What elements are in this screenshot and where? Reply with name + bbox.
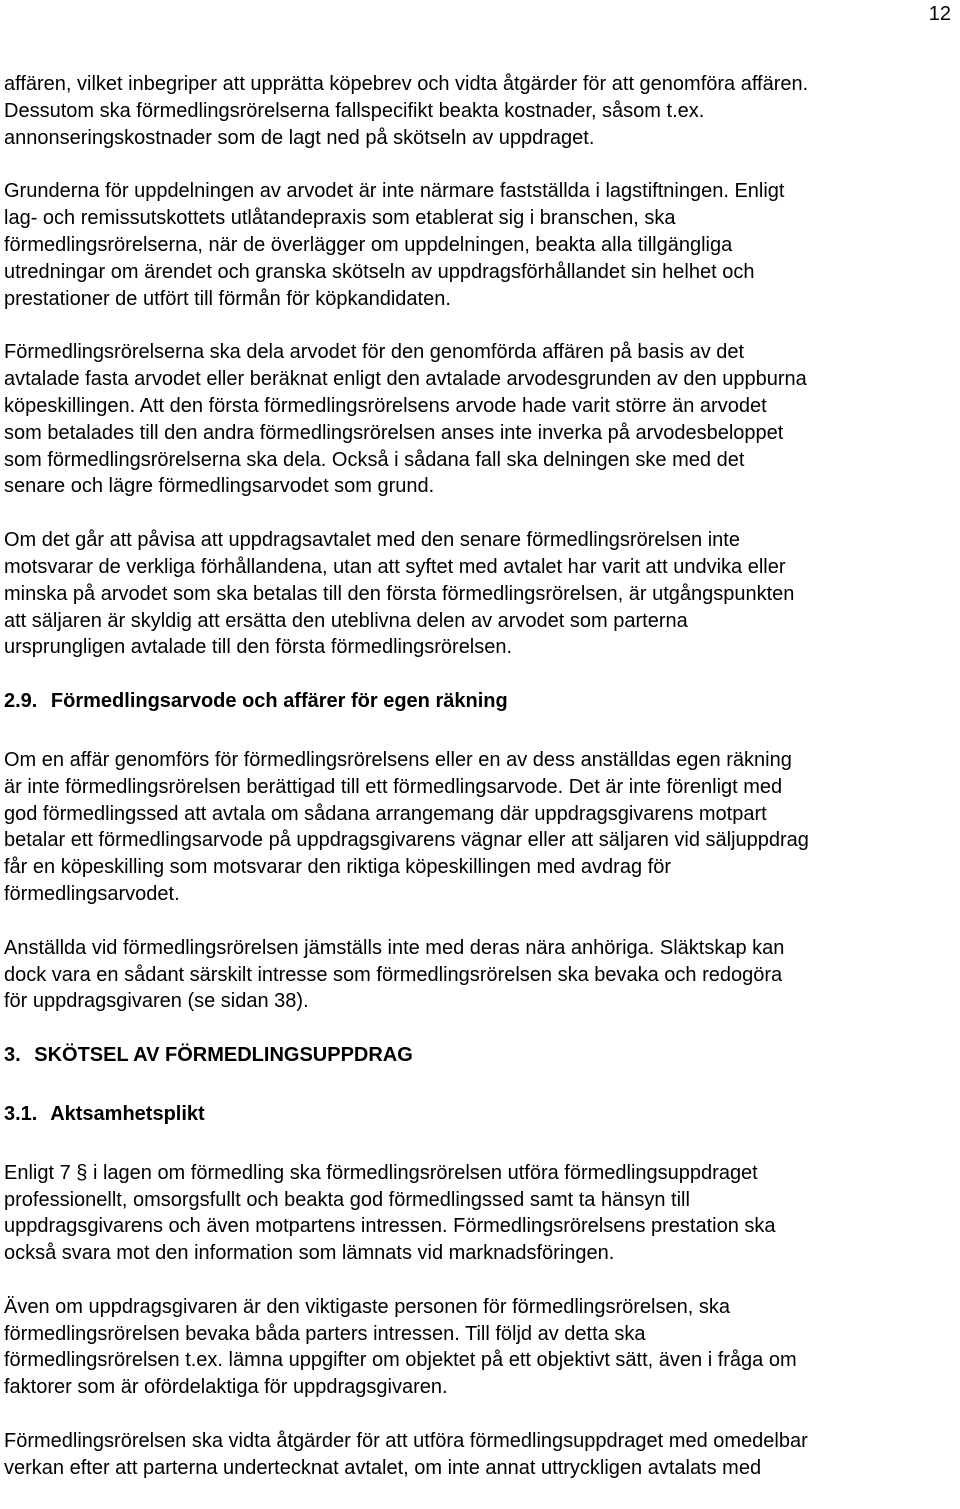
text-line: som förmedlingsrörelserna ska dela. Också i sådana fall ska delningen ske med det bbox=[4, 448, 745, 471]
text-line: uppdragsgivarens och även motpartens intressen. Förmedlingsrörelsens prestation ska bbox=[4, 1215, 776, 1238]
paragraph bbox=[4, 1428, 960, 1482]
text-line: är inte förmedlingsrörelsen berättigad till ett förmedlingsarvode. Det är inte förenligt med bbox=[4, 775, 783, 798]
text-line: Enligt 7 § i lagen om förmedling ska förmedlingsrörelsen utföra förmedlingsuppdraget bbox=[4, 1161, 758, 1184]
section-3-1 bbox=[4, 1160, 960, 1482]
text-line: betalar ett förmedlingsarvode på uppdragsgivarens vägnar eller att säljaren vid säljuppdrag bbox=[4, 829, 809, 852]
heading-title: SKÖTSEL AV FÖRMEDLINGSUPPDRAG bbox=[34, 1044, 413, 1067]
text-line: att säljaren är skyldig att ersätta den uteblivna delen av arvodet som parterna bbox=[4, 609, 688, 632]
text-line: ursprungligen avtalade till den första förmedlingsrörelsen. bbox=[4, 636, 513, 659]
text-line: dock vara en sådant särskilt intresse som förmedlingsrörelsen ska bevaka och redogöra bbox=[4, 963, 783, 986]
text-line: verkan efter att parterna undertecknat avtalet, om inte annat uttryckligen avtalats med bbox=[4, 1456, 762, 1479]
heading-number: 3.1. bbox=[4, 1102, 38, 1125]
text-line: affären, vilket inbegriper att upprätta köpebrev och vidta åtgärder för att genomföra affären. bbox=[4, 73, 809, 95]
paragraph bbox=[4, 747, 960, 908]
section-2-9 bbox=[4, 747, 960, 1015]
section-heading-3 bbox=[4, 1042, 960, 1069]
heading-title: Förmedlingsarvode och affärer för egen räkning bbox=[50, 690, 508, 713]
text-line: lag- och remissutskottets utlåtandepraxis som etablerat sig i branschen, ska bbox=[4, 207, 676, 230]
text-line: Förmedlingsrörelsen ska vidta åtgärder för att utföra förmedlingsuppdraget med omedelbar bbox=[4, 1430, 808, 1453]
document-body bbox=[4, 71, 960, 1509]
section-heading-2-9 bbox=[4, 688, 960, 715]
text-line: prestationer de utfört till förmån för köpkandidaten. bbox=[4, 287, 451, 310]
paragraph bbox=[4, 935, 960, 1015]
text-line: också svara mot den information som lämnats vid marknadsföringen. bbox=[4, 1242, 615, 1265]
text-line: får en köpeskilling som motsvarar den riktiga köpeskillingen med avdrag för bbox=[4, 856, 671, 879]
paragraph bbox=[4, 339, 960, 500]
text-line: Anställda vid förmedlingsrörelsen jämställs inte med deras nära anhöriga. Släktskap kan bbox=[4, 936, 785, 959]
text-line: förmedlingsrörelsen bevaka båda parters intressen. Till följd av detta ska bbox=[4, 1322, 646, 1345]
text-line: Dessutom ska förmedlingsrörelserna fallspecifikt beakta kostnader, såsom t.ex. bbox=[4, 99, 705, 122]
text-line: senare och lägre förmedlingsarvodet som grund. bbox=[4, 475, 435, 498]
paragraph bbox=[4, 527, 960, 661]
text-line: professionellt, omsorgsfullt och beakta god förmedlingssed samt ta hänsyn till bbox=[4, 1188, 690, 1211]
text-line: utredningar om ärendet och granska skötseln av uppdragsförhållandet sin helhet och bbox=[4, 260, 755, 283]
heading-number: 2.9. bbox=[4, 690, 38, 713]
text-line: Grunderna för uppdelningen av arvodet är inte närmare fastställda i lagstiftningen. Enligt bbox=[4, 180, 785, 203]
section-2-8-continued bbox=[4, 71, 960, 661]
heading-number: 3. bbox=[4, 1044, 21, 1067]
text-line: som betalades till den andra förmedlingsrörelsen anses inte inverka på arvodesbeloppet bbox=[4, 421, 784, 444]
paragraph bbox=[4, 1294, 960, 1401]
text-line: minska på arvodet som ska betalas till den första förmedlingsrörelsen, är utgångspunkten bbox=[4, 582, 795, 605]
paragraph bbox=[4, 178, 960, 312]
paragraph bbox=[4, 1160, 960, 1267]
text-line: Även om uppdragsgivaren är den viktigaste personen för förmedlingsrörelsen, ska bbox=[4, 1295, 730, 1318]
text-line: Om det går att påvisa att uppdragsavtalet med den senare förmedlingsrörelsen inte bbox=[4, 529, 740, 552]
paragraph bbox=[4, 71, 960, 151]
text-line: förmedlingsrörelsen t.ex. lämna uppgifter om objektet på ett objektivt sätt, även i fråga om bbox=[4, 1349, 797, 1372]
page-number: 12 bbox=[928, 3, 951, 25]
text-line: god förmedlingssed att avtala om sådana arrangemang där uppdragsgivarens motpart bbox=[4, 802, 767, 825]
text-line: Om en affär genomförs för förmedlingsrörelsens eller en av dess anställdas egen räkning bbox=[4, 748, 792, 771]
text-line: faktorer som är ofördelaktiga för uppdragsgivaren. bbox=[4, 1376, 448, 1399]
heading-title: Aktsamhetsplikt bbox=[50, 1102, 205, 1125]
text-line: avtalade fasta arvodet eller beräknat enligt den avtalade arvodesgrunden av den uppburna bbox=[4, 368, 807, 391]
section-heading-3-1 bbox=[4, 1101, 960, 1128]
text-line: förmedlingsrörelserna, när de överlägger om uppdelningen, beakta alla tillgängliga bbox=[4, 233, 733, 256]
text-line: annonseringskostnader som de lagt ned på skötseln av uppdraget. bbox=[4, 126, 595, 149]
text-line: Förmedlingsrörelserna ska dela arvodet för den genomförda affären på basis av det bbox=[4, 341, 745, 364]
text-line: förmedlingsarvodet. bbox=[4, 882, 180, 905]
text-line: köpeskillingen. Att den första förmedlingsrörelsens arvode hade varit större än arvodet bbox=[4, 394, 767, 417]
text-line: för uppdragsgivaren (se sidan 38). bbox=[4, 990, 309, 1013]
text-line: motsvarar de verkliga förhållandena, utan att syftet med avtalet har varit att undvika eller bbox=[4, 555, 786, 578]
